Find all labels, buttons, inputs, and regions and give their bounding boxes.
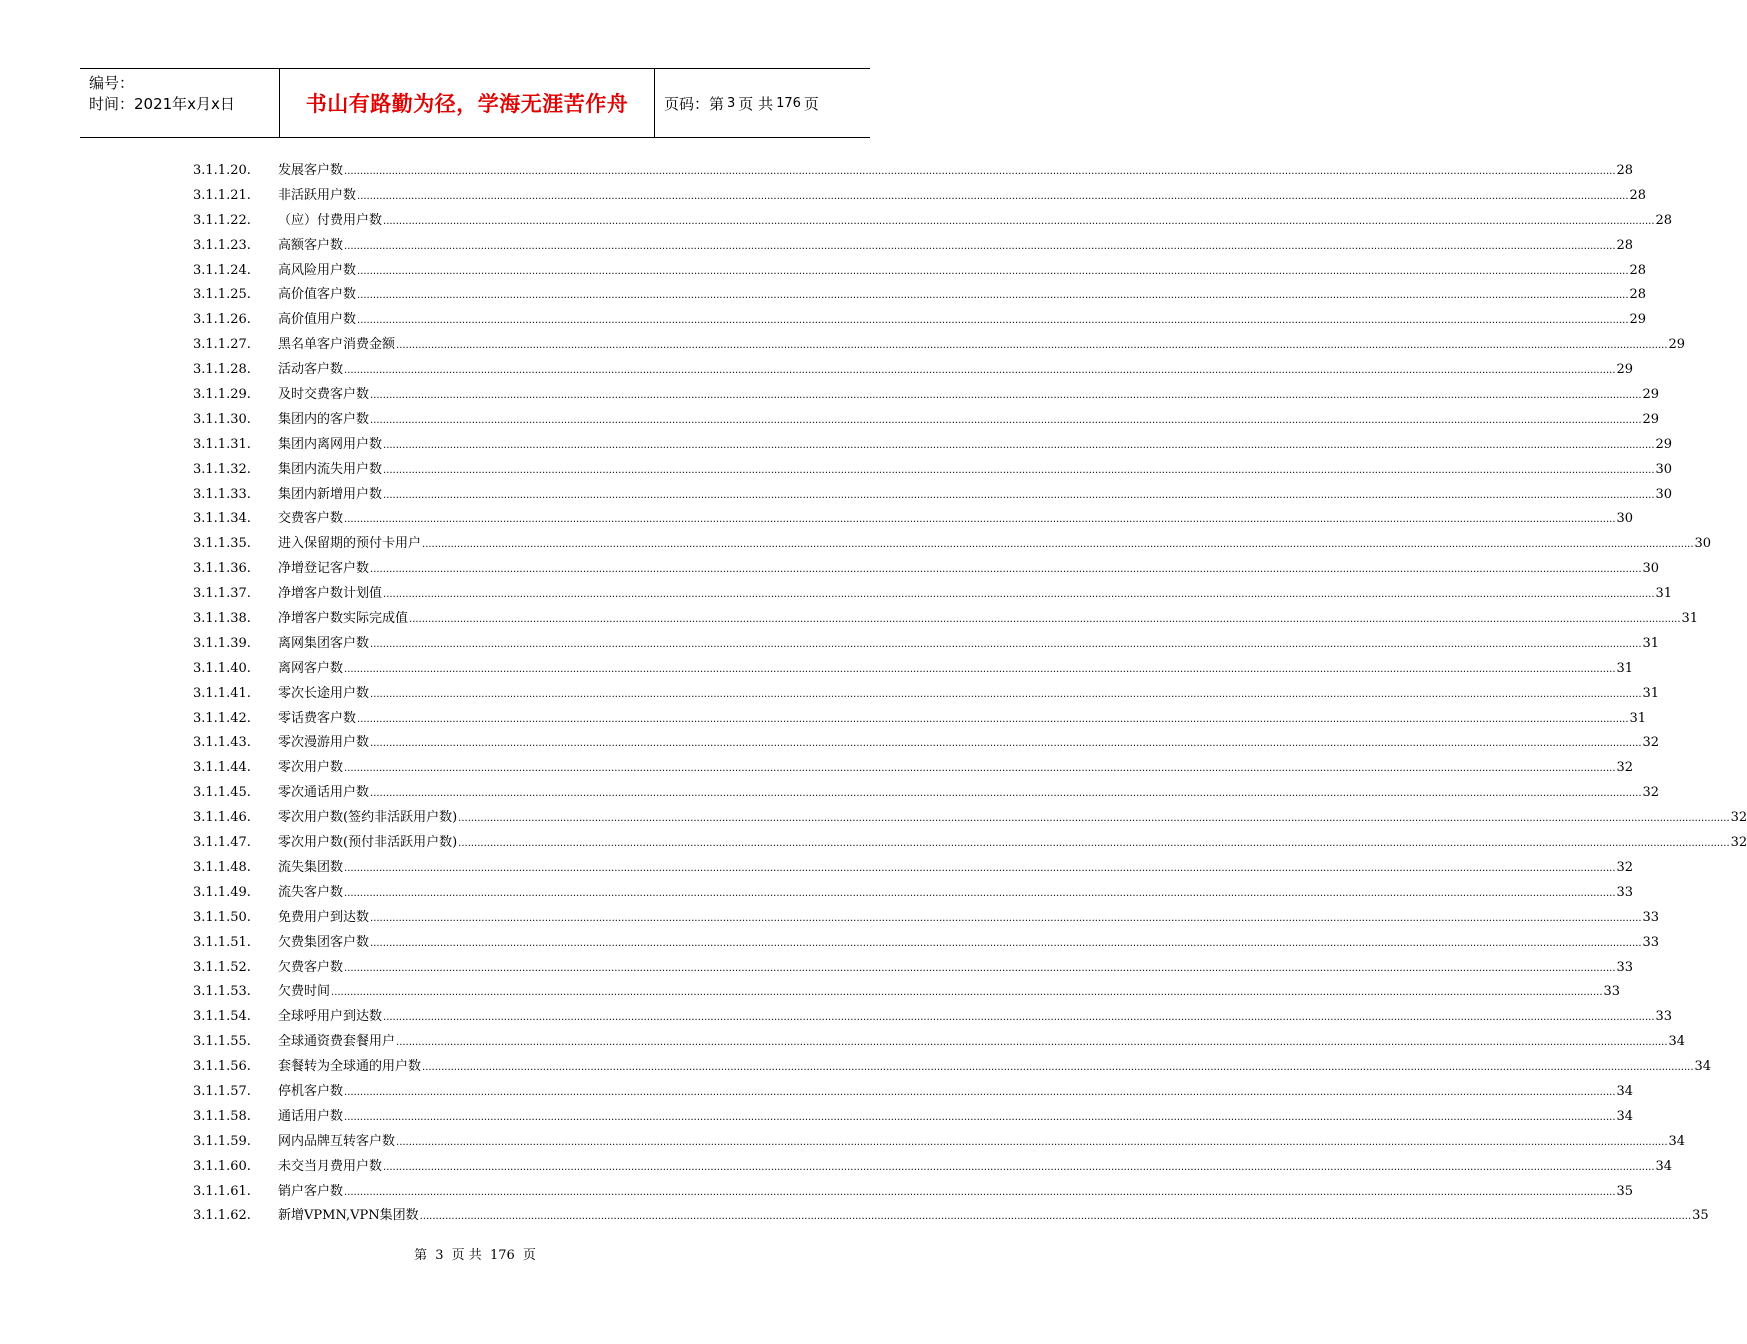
toc-entry-line: [278, 980, 1621, 1006]
toc-entry-page: 31: [1616, 660, 1634, 676]
toc-entry-number: 3.1.1.25.: [193, 287, 251, 303]
toc-entry-number: 3.1.1.42.: [193, 710, 251, 726]
header-page-total: 176: [776, 95, 801, 111]
toc-entry-number: 3.1.1.34.: [193, 511, 251, 527]
toc-entry[interactable]: [0, 557, 1660, 582]
toc-entry-page: 31: [1642, 635, 1660, 651]
header-page-mid: 页 共: [738, 94, 774, 113]
toc-entry-line: [278, 283, 1647, 309]
toc-entry-line: [278, 707, 1647, 733]
toc-leader-dots: ................................................................................................................................................................................................................................................................................................................................................................................................................: [344, 663, 1616, 675]
toc-leader-dots: ................................................................................................................................................................................................................................................................................................................................................................................................................: [344, 887, 1616, 899]
toc-entry-page: 32: [1616, 760, 1634, 776]
toc-leader-dots: ................................................................................................................................................................................................................................................................................................................................................................................................................: [370, 638, 1642, 650]
toc-entry-line: [278, 483, 1673, 509]
toc-entry-title: 销户客户数: [278, 1183, 344, 1199]
toc-entry-title: 零次用户数(预付非活跃用户数): [278, 835, 458, 851]
toc-entry-line: [278, 1130, 1686, 1156]
toc-entry[interactable]: [0, 234, 1634, 259]
toc-entry-line: [278, 806, 1747, 832]
toc-entry-title: 发展客户数: [278, 163, 344, 178]
toc-entry[interactable]: [0, 856, 1634, 881]
toc-entry-title: 未交当月费用户数: [278, 1158, 383, 1174]
toc-entry-page: 34: [1668, 1133, 1686, 1149]
toc-entry[interactable]: [0, 582, 1673, 607]
toc-entry-number: 3.1.1.27.: [193, 337, 251, 353]
toc-entry-page: 29: [1655, 436, 1673, 452]
toc-leader-dots: ................................................................................................................................................................................................................................................................................................................................................................................................................: [383, 439, 1655, 451]
toc-entry[interactable]: [0, 1005, 1673, 1030]
toc-leader-dots: ................................................................................................................................................................................................................................................................................................................................................................................................................: [344, 1086, 1616, 1098]
toc-entry[interactable]: [0, 956, 1634, 981]
toc-entry-page: 29: [1642, 411, 1660, 427]
toc-entry-number: 3.1.1.50.: [193, 909, 251, 925]
toc-entry-page: 31: [1629, 710, 1647, 726]
page-footer: [0, 1244, 950, 1263]
footer-total: 176: [489, 1248, 515, 1263]
toc-leader-dots: ................................................................................................................................................................................................................................................................................................................................................................................................................: [422, 539, 1694, 551]
footer-num: 3: [435, 1248, 444, 1263]
toc-entry-number: 3.1.1.32.: [193, 461, 251, 477]
toc-entry-page: 35: [1616, 1183, 1634, 1199]
toc-entry-page: 28: [1616, 237, 1634, 253]
toc-leader-dots: ................................................................................................................................................................................................................................................................................................................................................................................................................: [422, 1062, 1694, 1074]
header-page-info: [655, 69, 870, 137]
toc-entry-page: 29: [1629, 312, 1647, 328]
toc-entry-page: 34: [1668, 1034, 1686, 1050]
toc-entry-page: 30: [1616, 511, 1634, 527]
toc-entry-page: 33: [1603, 984, 1621, 1000]
toc-leader-dots: ................................................................................................................................................................................................................................................................................................................................................................................................................: [419, 1211, 1692, 1223]
toc-entry-page: 33: [1616, 959, 1634, 975]
header-motto: 书山有路勤为径，学海无涯苦作舟: [280, 69, 655, 137]
toc-entry[interactable]: [0, 881, 1634, 906]
toc-entry[interactable]: [0, 1155, 1673, 1180]
toc-entry-title: 交费客户数: [278, 511, 344, 527]
toc-entry-line: [278, 831, 1747, 857]
toc-leader-dots: ................................................................................................................................................................................................................................................................................................................................................................................................................: [383, 589, 1655, 601]
toc-leader-dots: ................................................................................................................................................................................................................................................................................................................................................................................................................: [370, 564, 1642, 576]
toc-entry[interactable]: [0, 931, 1660, 956]
toc-entry-title: 集团内离网用户数: [278, 436, 383, 452]
toc-entry[interactable]: [0, 532, 1712, 557]
toc-entry-number: 3.1.1.58.: [193, 1108, 251, 1124]
toc-entry-number: 3.1.1.56.: [193, 1059, 251, 1075]
toc-leader-dots: ................................................................................................................................................................................................................................................................................................................................................................................................................: [370, 738, 1642, 750]
toc-entry-line: [278, 507, 1634, 533]
toc-entry-title: 欠费时间: [278, 984, 331, 1000]
toc-entry-number: 3.1.1.44.: [193, 760, 251, 776]
header-meta: [80, 69, 280, 137]
toc-entry-number: 3.1.1.52.: [193, 959, 251, 975]
toc-entry-line: [278, 781, 1660, 807]
toc-leader-dots: ................................................................................................................................................................................................................................................................................................................................................................................................................: [370, 688, 1642, 700]
toc-entry[interactable]: [0, 1180, 1634, 1205]
toc-leader-dots: ................................................................................................................................................................................................................................................................................................................................................................................................................: [409, 614, 1681, 626]
toc-entry-line: [278, 1105, 1634, 1131]
toc-entry-line: [278, 1204, 1709, 1230]
toc-leader-dots: ................................................................................................................................................................................................................................................................................................................................................................................................................: [458, 813, 1730, 825]
toc-entry-title: 零次漫游用户数: [278, 735, 370, 751]
toc-entry-title: 通话用户数: [278, 1108, 344, 1124]
toc-entry-number: 3.1.1.31.: [193, 436, 251, 452]
toc-entry-number: 3.1.1.45.: [193, 785, 251, 801]
toc-entry-title: 套餐转为全球通的用户数: [278, 1059, 422, 1075]
toc-entry-line: [278, 906, 1660, 932]
toc-entry-line: [278, 358, 1634, 384]
toc-entry-title: 停机客户数: [278, 1083, 344, 1099]
toc-entry-page: 34: [1616, 1083, 1634, 1099]
toc-entry-line: [278, 657, 1634, 683]
toc-entry-page: 32: [1642, 735, 1660, 751]
toc-entry-line: [278, 159, 1634, 185]
toc-entry-number: 3.1.1.41.: [193, 685, 251, 701]
toc-entry-title: 离网集团客户数: [278, 635, 370, 651]
toc-leader-dots: ................................................................................................................................................................................................................................................................................................................................................................................................................: [344, 166, 1616, 177]
toc-entry-page: 32: [1642, 785, 1660, 801]
toc-entry-line: [278, 557, 1660, 583]
toc-entry-title: 零次用户数: [278, 760, 344, 776]
toc-entry-number: 3.1.1.55.: [193, 1034, 251, 1050]
toc-entry-line: [278, 632, 1660, 658]
toc-entry-line: [278, 1030, 1686, 1056]
toc-entry-line: [278, 931, 1660, 957]
header-bianhao: 编号：: [89, 74, 135, 92]
toc-leader-dots: ................................................................................................................................................................................................................................................................................................................................................................................................................: [344, 862, 1616, 874]
toc-entry-number: 3.1.1.26.: [193, 312, 251, 328]
toc-entry-line: [278, 731, 1660, 757]
toc-entry-number: 3.1.1.47.: [193, 835, 251, 851]
toc-leader-dots: ................................................................................................................................................................................................................................................................................................................................................................................................................: [344, 1111, 1616, 1123]
toc-entry[interactable]: [0, 507, 1634, 532]
toc-leader-dots: ................................................................................................................................................................................................................................................................................................................................................................................................................: [383, 215, 1655, 227]
toc-entry-line: [278, 1005, 1673, 1031]
toc-entry-title: 高价值客户数: [278, 287, 357, 303]
toc-entry-title: 零次通话用户数: [278, 785, 370, 801]
toc-leader-dots: ................................................................................................................................................................................................................................................................................................................................................................................................................: [344, 1186, 1616, 1198]
toc-leader-dots: ................................................................................................................................................................................................................................................................................................................................................................................................................: [370, 937, 1642, 949]
toc-entry-page: 31: [1655, 586, 1673, 602]
toc-entry-number: 3.1.1.33.: [193, 486, 251, 502]
toc-entry-number: 3.1.1.62.: [193, 1208, 251, 1224]
toc-entry-number: 3.1.1.54.: [193, 1009, 251, 1025]
toc-entry-page: 30: [1655, 461, 1673, 477]
toc-entry-line: [278, 881, 1634, 907]
toc-entry[interactable]: [0, 333, 1686, 358]
toc-entry-line: [278, 184, 1647, 210]
toc-leader-dots: ................................................................................................................................................................................................................................................................................................................................................................................................................: [344, 240, 1616, 252]
toc-leader-dots: ................................................................................................................................................................................................................................................................................................................................................................................................................: [357, 190, 1629, 202]
toc-entry[interactable]: [0, 1204, 1709, 1229]
toc-entry-number: 3.1.1.29.: [193, 387, 251, 403]
toc-entry-title: 集团内新增用户数: [278, 486, 383, 502]
toc-entry-line: [278, 856, 1634, 882]
toc-leader-dots: ................................................................................................................................................................................................................................................................................................................................................................................................................: [370, 912, 1642, 924]
toc-entry-page: 32: [1730, 835, 1747, 851]
toc-entry-title: 集团内流失用户数: [278, 461, 383, 477]
toc-entry-page: 30: [1694, 536, 1712, 552]
toc-entry[interactable]: [0, 1105, 1634, 1130]
toc-entry-title: 高风险用户数: [278, 262, 357, 278]
toc-entry-number: 3.1.1.37.: [193, 586, 251, 602]
toc-entry[interactable]: [0, 1055, 1712, 1080]
toc-entry[interactable]: [0, 607, 1699, 632]
toc-leader-dots: ................................................................................................................................................................................................................................................................................................................................................................................................................: [370, 788, 1642, 800]
toc-entry-line: [278, 209, 1673, 235]
toc-entry-number: 3.1.1.57.: [193, 1083, 251, 1099]
toc-entry-line: [278, 259, 1647, 285]
toc-leader-dots: ................................................................................................................................................................................................................................................................................................................................................................................................................: [357, 315, 1629, 327]
toc-entry[interactable]: [0, 682, 1660, 707]
header-page-num: 3: [727, 95, 736, 111]
toc-entry-page: 30: [1642, 561, 1660, 577]
toc-leader-dots: ................................................................................................................................................................................................................................................................................................................................................................................................................: [396, 340, 1668, 352]
toc-entry-title: 全球呼用户到达数: [278, 1009, 383, 1025]
toc-entry-line: [278, 532, 1712, 558]
toc-entry-title: （应）付费用户数: [278, 212, 383, 228]
toc-entry-title: 集团内的客户数: [278, 411, 370, 427]
toc-entry-page: 28: [1629, 187, 1647, 203]
toc-entry-page: 29: [1642, 387, 1660, 403]
toc-entry-title: 离网客户数: [278, 660, 344, 676]
toc-leader-dots: ................................................................................................................................................................................................................................................................................................................................................................................................................: [357, 290, 1629, 302]
toc-entry-number: 3.1.1.43.: [193, 735, 251, 751]
toc-leader-dots: ................................................................................................................................................................................................................................................................................................................................................................................................................: [344, 514, 1616, 526]
toc-leader-dots: ................................................................................................................................................................................................................................................................................................................................................................................................................: [357, 265, 1629, 277]
toc-entry-number: 3.1.1.23.: [193, 237, 251, 253]
toc-entry-title: 免费用户到达数: [278, 909, 370, 925]
toc-entry-title: 高额客户数: [278, 237, 344, 253]
toc-entry-title: 欠费客户数: [278, 959, 344, 975]
toc-entry-line: [278, 333, 1686, 359]
toc-entry-page: 28: [1629, 287, 1647, 303]
toc-entry-title: 非活跃用户数: [278, 187, 357, 203]
toc-entry-page: 29: [1616, 362, 1634, 378]
toc-entry-title: 全球通资费套餐用户: [278, 1034, 396, 1050]
toc-leader-dots: ................................................................................................................................................................................................................................................................................................................................................................................................................: [357, 713, 1629, 725]
toc-entry-number: 3.1.1.36.: [193, 561, 251, 577]
toc-entry[interactable]: [0, 308, 1647, 333]
toc-entry[interactable]: [0, 1130, 1686, 1155]
toc-entry-line: [278, 234, 1634, 260]
toc-entry-title: 高价值用户数: [278, 312, 357, 328]
toc-entry-page: 34: [1655, 1158, 1673, 1174]
toc-entry-line: [278, 433, 1673, 459]
footer-suf: 页: [522, 1248, 536, 1263]
toc-leader-dots: ................................................................................................................................................................................................................................................................................................................................................................................................................: [396, 1136, 1668, 1148]
table-of-contents: [0, 159, 1747, 1229]
toc-entry[interactable]: [0, 1030, 1686, 1055]
toc-entry-line: [278, 1080, 1634, 1106]
toc-entry[interactable]: [0, 383, 1660, 408]
toc-entry[interactable]: [0, 1080, 1634, 1105]
toc-entry-page: 31: [1681, 611, 1699, 627]
toc-entry-page: 35: [1692, 1208, 1709, 1224]
toc-entry-page: 28: [1655, 212, 1673, 228]
toc-entry-title: 网内品牌互转客户数: [278, 1133, 396, 1149]
toc-leader-dots: ................................................................................................................................................................................................................................................................................................................................................................................................................: [344, 763, 1616, 775]
toc-entry-page: 33: [1642, 934, 1660, 950]
toc-entry-line: [278, 1055, 1712, 1081]
toc-entry[interactable]: [0, 184, 1647, 209]
toc-entry[interactable]: [0, 283, 1647, 308]
toc-entry[interactable]: [0, 358, 1634, 383]
toc-entry[interactable]: [0, 159, 1634, 184]
toc-entry-line: [278, 582, 1673, 608]
toc-entry-title: 净增客户数计划值: [278, 586, 383, 602]
toc-entry[interactable]: [0, 209, 1673, 234]
toc-entry-number: 3.1.1.61.: [193, 1183, 251, 1199]
toc-entry[interactable]: [0, 831, 1747, 856]
toc-entry-page: 32: [1616, 859, 1634, 875]
toc-entry-number: 3.1.1.49.: [193, 884, 251, 900]
toc-entry[interactable]: [0, 756, 1634, 781]
toc-entry-number: 3.1.1.46.: [193, 810, 251, 826]
toc-entry-number: 3.1.1.40.: [193, 660, 251, 676]
toc-entry-title: 零次长途用户数: [278, 685, 370, 701]
header-page-prefix: 页码：第: [664, 94, 725, 113]
toc-leader-dots: ................................................................................................................................................................................................................................................................................................................................................................................................................: [331, 987, 1603, 999]
page-header: [80, 68, 870, 138]
toc-entry-line: [278, 383, 1660, 409]
toc-leader-dots: ................................................................................................................................................................................................................................................................................................................................................................................................................: [383, 1012, 1655, 1024]
toc-entry-page: 34: [1694, 1059, 1712, 1075]
toc-entry-number: 3.1.1.24.: [193, 262, 251, 278]
toc-entry-title: 及时交费客户数: [278, 387, 370, 403]
toc-entry[interactable]: [0, 707, 1647, 732]
toc-entry-line: [278, 756, 1634, 782]
toc-entry-title: 黑名单客户消费金额: [278, 337, 396, 353]
toc-entry-page: 33: [1642, 909, 1660, 925]
toc-entry-line: [278, 1155, 1673, 1181]
toc-leader-dots: ................................................................................................................................................................................................................................................................................................................................................................................................................: [396, 1037, 1668, 1049]
toc-entry-title: 新增VPMN,VPN集团数: [278, 1208, 419, 1224]
toc-entry-line: [278, 956, 1634, 982]
toc-entry-number: 3.1.1.59.: [193, 1133, 251, 1149]
toc-entry-title: 流失集团数: [278, 859, 344, 875]
toc-entry[interactable]: [0, 781, 1660, 806]
toc-entry[interactable]: [0, 806, 1747, 831]
toc-entry-title: 净增客户数实际完成值: [278, 611, 409, 627]
toc-entry[interactable]: [0, 433, 1673, 458]
toc-entry[interactable]: [0, 906, 1660, 931]
toc-leader-dots: ................................................................................................................................................................................................................................................................................................................................................................................................................: [383, 489, 1655, 501]
toc-entry-title: 活动客户数: [278, 362, 344, 378]
toc-entry-page: 31: [1642, 685, 1660, 701]
toc-leader-dots: ................................................................................................................................................................................................................................................................................................................................................................................................................: [383, 464, 1655, 476]
toc-entry-title: 零次用户数(签约非活跃用户数): [278, 810, 458, 826]
footer-mid: 页 共: [451, 1248, 482, 1263]
toc-entry-title: 净增登记客户数: [278, 561, 370, 577]
toc-entry-page: 29: [1668, 337, 1686, 353]
toc-entry-title: 进入保留期的预付卡用户: [278, 536, 422, 552]
toc-leader-dots: ................................................................................................................................................................................................................................................................................................................................................................................................................: [344, 962, 1616, 974]
toc-leader-dots: ................................................................................................................................................................................................................................................................................................................................................................................................................: [458, 838, 1730, 850]
toc-entry-number: 3.1.1.21.: [193, 187, 251, 203]
toc-entry[interactable]: [0, 632, 1660, 657]
toc-entry-number: 3.1.1.28.: [193, 362, 251, 378]
toc-entry-number: 3.1.1.30.: [193, 411, 251, 427]
toc-entry-number: 3.1.1.35.: [193, 536, 251, 552]
toc-entry-number: 3.1.1.39.: [193, 635, 251, 651]
toc-entry-title: 欠费集团客户数: [278, 934, 370, 950]
toc-entry-number: 3.1.1.20.: [193, 163, 251, 178]
toc-entry-page: 32: [1730, 810, 1747, 826]
toc-entry-number: 3.1.1.38.: [193, 611, 251, 627]
header-time: 时间：2021年x月x日: [89, 95, 235, 113]
toc-entry-page: 30: [1655, 486, 1673, 502]
toc-entry-page: 33: [1616, 884, 1634, 900]
toc-entry-line: [278, 1180, 1634, 1206]
toc-entry[interactable]: [0, 259, 1647, 284]
toc-entry-page: 28: [1616, 163, 1634, 178]
toc-entry[interactable]: [0, 408, 1660, 433]
toc-leader-dots: ................................................................................................................................................................................................................................................................................................................................................................................................................: [344, 365, 1616, 377]
toc-entry[interactable]: [0, 657, 1634, 682]
toc-entry-line: [278, 682, 1660, 708]
toc-entry[interactable]: [0, 731, 1660, 756]
toc-entry[interactable]: [0, 483, 1673, 508]
toc-entry-line: [278, 607, 1699, 633]
header-page-suffix: 页: [803, 94, 819, 113]
toc-entry-number: 3.1.1.53.: [193, 984, 251, 1000]
toc-leader-dots: ................................................................................................................................................................................................................................................................................................................................................................................................................: [383, 1161, 1655, 1173]
toc-entry-number: 3.1.1.22.: [193, 212, 251, 228]
toc-entry-number: 3.1.1.51.: [193, 934, 251, 950]
toc-entry-number: 3.1.1.60.: [193, 1158, 251, 1174]
toc-entry-line: [278, 308, 1647, 334]
toc-entry-line: [278, 408, 1660, 434]
toc-entry-line: [278, 458, 1673, 484]
toc-leader-dots: ................................................................................................................................................................................................................................................................................................................................................................................................................: [370, 414, 1642, 426]
toc-entry-title: 零话费客户数: [278, 710, 357, 726]
toc-entry-title: 流失客户数: [278, 884, 344, 900]
toc-entry-number: 3.1.1.48.: [193, 859, 251, 875]
toc-entry-page: 34: [1616, 1108, 1634, 1124]
toc-entry-page: 33: [1655, 1009, 1673, 1025]
footer-pre: 第: [414, 1248, 428, 1263]
toc-leader-dots: ................................................................................................................................................................................................................................................................................................................................................................................................................: [370, 390, 1642, 402]
toc-entry-page: 28: [1629, 262, 1647, 278]
toc-entry[interactable]: [0, 980, 1621, 1005]
toc-entry[interactable]: [0, 458, 1673, 483]
